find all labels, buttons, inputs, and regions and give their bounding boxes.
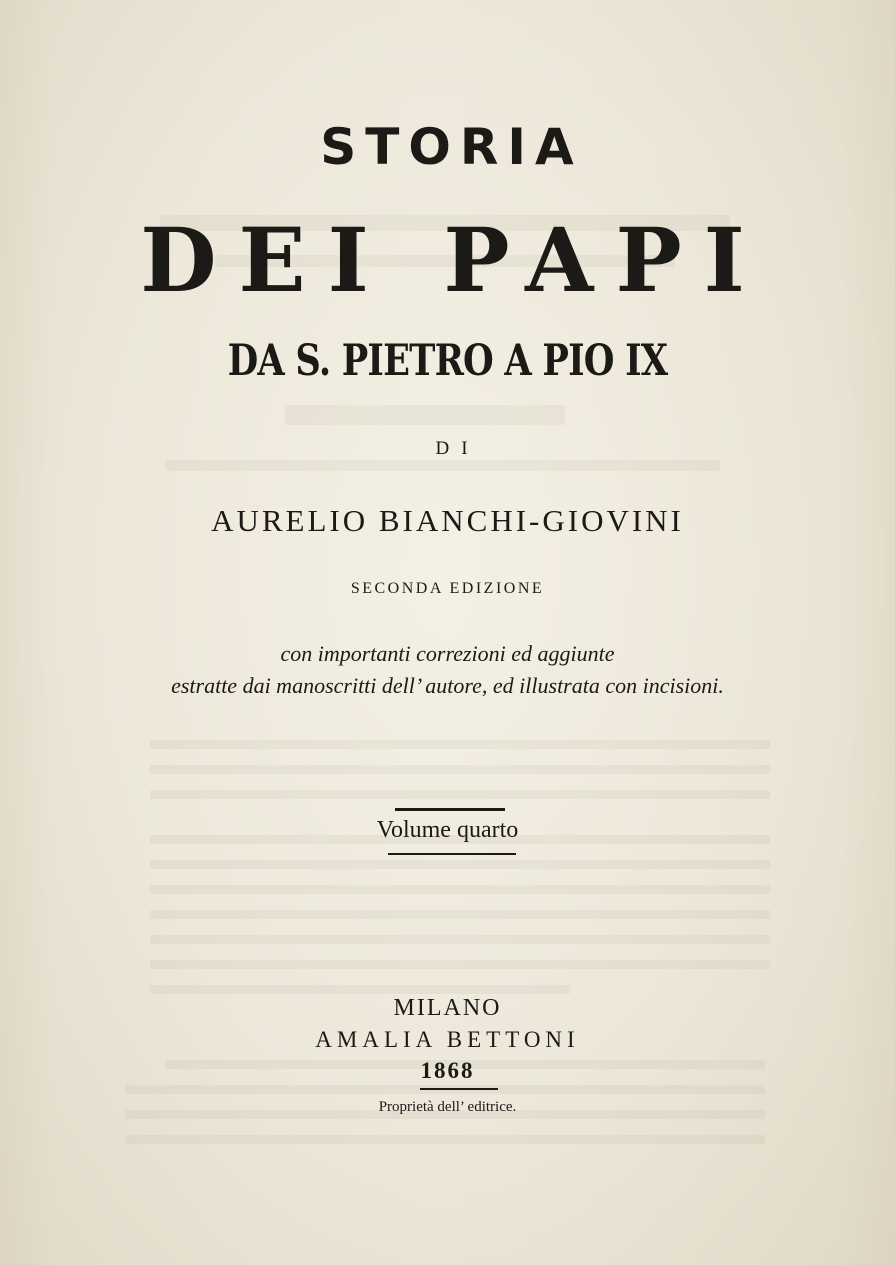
- subtitle: DA S. PIETRO A PIO IX: [227, 336, 668, 386]
- volume-rule-bottom: [388, 853, 516, 855]
- rights-notice: Proprietà dell’ editrice.: [378, 1099, 517, 1115]
- author-name: AURELIO BIANCHI-GIOVINI: [211, 503, 684, 538]
- author-preposition: DI: [435, 438, 480, 459]
- volume-rule-top: [395, 808, 505, 811]
- title-line-storia: STORIA: [320, 118, 583, 176]
- year-rule: [420, 1088, 498, 1090]
- title-line-dei-papi: DEI PAPI: [140, 208, 767, 312]
- description-line-2: estratte dai manoscritti dell’ autore, ed illustrata con incisioni.: [171, 673, 724, 698]
- imprint-year: 1868: [420, 1058, 475, 1083]
- imprint-city: MILANO: [393, 995, 502, 1021]
- description-line-1: con importanti correzioni ed aggiunte: [280, 641, 615, 666]
- edition: SECONDA EDIZIONE: [350, 580, 545, 597]
- volume-label: Volume quarto: [376, 817, 519, 843]
- imprint-publisher: AMALIA BETTONI: [315, 1027, 580, 1052]
